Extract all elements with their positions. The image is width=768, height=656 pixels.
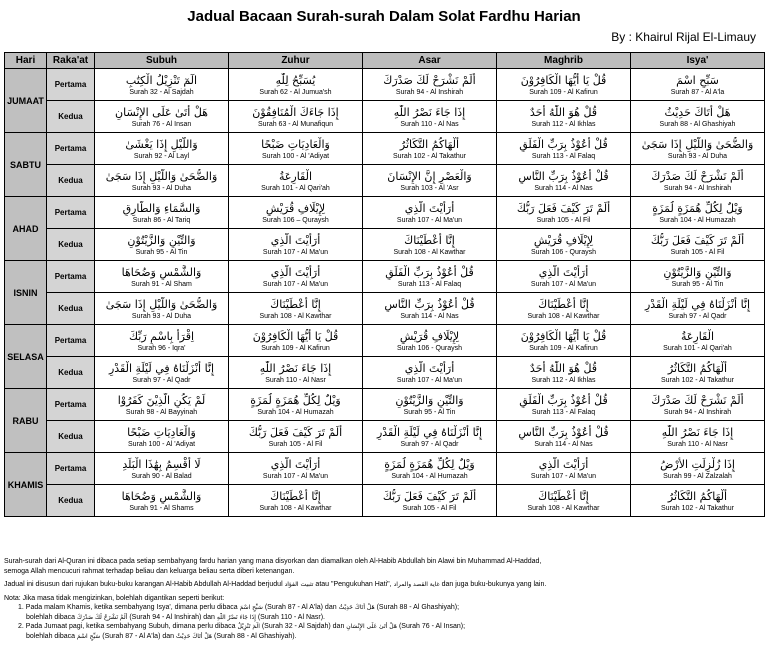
arabic-verse: سَبِّحِ اسْمَ xyxy=(77,632,101,640)
arabic-verse: إِنَّا أَعْطَيْنَاكَ xyxy=(538,297,589,311)
table-row xyxy=(5,421,765,453)
surah-cell-asar xyxy=(363,389,497,421)
rakaat-cell: Kedua xyxy=(47,101,95,133)
rakaat-cell: Kedua xyxy=(47,485,95,517)
note-line xyxy=(4,603,764,613)
surah-cell-zuhur xyxy=(229,165,363,197)
arabic-verse: يُسَبِّحُ لِلّٰهِ xyxy=(275,73,316,87)
surah-cell-zuhur xyxy=(229,325,363,357)
surah-name: Surah 100 - Al 'Adiyat xyxy=(261,152,330,160)
surah-name: Surah 107 - Al Ma'un xyxy=(396,376,463,384)
arabic-verse: وَيْلٌ لِكُلِّ هُمَزَةٍ لُمَزَةٍ xyxy=(384,457,475,471)
header-isya: Isya' xyxy=(631,53,765,69)
author-byline: By : Khairul Rijal El-Limauy xyxy=(611,30,756,44)
surah-cell-subuh xyxy=(95,293,229,325)
arabic-title: تثبيت الفؤاد xyxy=(284,581,314,588)
surah-cell-isya xyxy=(631,357,765,389)
surah-cell-asar xyxy=(363,261,497,293)
surah-cell-asar xyxy=(363,229,497,261)
arabic-verse: قُلْ يَا أَيُّهَا الْكَافِرُوْنَ xyxy=(252,329,339,343)
surah-cell-zuhur xyxy=(229,101,363,133)
surah-name: Surah 102 - Al Takathur xyxy=(660,376,735,384)
surah-cell-maghrib xyxy=(497,101,631,133)
header-asar: Asar xyxy=(363,53,497,69)
note-text: 2. Pada Jumaat pagi, ketika sembahyang Subuh, dimana perlu dibaca xyxy=(18,623,236,630)
surah-name: Surah 107 - Al Ma'un xyxy=(262,280,329,288)
surah-name: Surah 102 - Al Takathur xyxy=(660,504,735,512)
surah-name: Surah 108 - Al Kawthar xyxy=(393,248,466,256)
surah-name: Surah 105 - Al Fil xyxy=(670,248,725,256)
surah-name: Surah 97 - Al Qadr xyxy=(132,376,191,384)
note-text: dan juga buku-bukunya yang lain. xyxy=(441,581,547,588)
arabic-verse: وَالْعَصْرِ إِنَّ الإِنْسَانَ xyxy=(387,169,472,183)
note-line xyxy=(4,632,764,642)
day-cell: RABU xyxy=(5,389,47,453)
arabic-verse: لَا أُقْسِمُ بِهَٰذَا الْبَلَدِ xyxy=(122,457,201,471)
arabic-verse: وَالتِّيْنِ وَالزَّيْتُوْنِ xyxy=(663,265,732,279)
surah-cell-asar xyxy=(363,421,497,453)
surah-cell-isya xyxy=(631,261,765,293)
arabic-verse: أَلَمْ تَرَ كَيْفَ فَعَلَ رَبُّكَ xyxy=(516,201,611,215)
surah-name: Surah 93 - Al Duha xyxy=(131,312,192,320)
surah-name: Surah 113 - Al Falaq xyxy=(397,280,462,288)
arabic-verse: الٓمٓ تَنْزِيْلُ xyxy=(237,623,260,630)
surah-name: Surah 32 - Al Sajdah xyxy=(129,88,194,96)
arabic-verse: أَرَأَيْتَ الَّذِي xyxy=(270,265,321,279)
rakaat-cell: Pertama xyxy=(47,453,95,485)
arabic-verse: وَالْعَادِيَاتِ ضَبْحًا xyxy=(127,425,196,439)
arabic-verse: قُلْ أَعُوْذُ بِرَبِّ النَّاسِ xyxy=(518,169,609,183)
surah-name: Surah 86 - Al Tariq xyxy=(132,216,191,224)
note-line xyxy=(4,580,764,590)
surah-cell-zuhur xyxy=(229,453,363,485)
arabic-verse: الْقَارِعَةُ xyxy=(680,329,715,343)
arabic-verse: أَرَأَيْتَ الَّذِي xyxy=(404,361,455,375)
surah-cell-asar xyxy=(363,325,497,357)
arabic-verse: وَيْلٌ لِكُلِّ هُمَزَةٍ لُمَزَةٍ xyxy=(250,393,341,407)
table-row xyxy=(5,101,765,133)
arabic-verse: قُلْ هُوَ اللّٰهُ أَحَدٌ xyxy=(529,361,598,375)
surah-cell-zuhur xyxy=(229,229,363,261)
arabic-verse: إِنَّا أَنْزَلْنَاهُ فِي لَيْلَةِ الْقَدْرِ xyxy=(108,361,215,375)
surah-name: Surah 113 - Al Falaq xyxy=(531,408,596,416)
surah-name: Surah 104 - Al Humazah xyxy=(659,216,736,224)
note-text: semoga Allah mencucuri rahmat terhadap beliau dan keluarga beliau serta diberi ketenangan. xyxy=(4,567,295,575)
surah-cell-isya xyxy=(631,389,765,421)
surah-name: Surah 106 – Quraysh xyxy=(262,216,329,224)
arabic-verse: إِذَا جَاءَ نَصْرُ اللّٰهِ xyxy=(259,361,332,375)
arabic-verse: وَالتِّيْنِ وَالزَّيْتُوْنِ xyxy=(127,233,196,247)
surah-name: Surah 109 - Al Kafirun xyxy=(529,88,598,96)
surah-cell-isya xyxy=(631,325,765,357)
surah-name: Surah 104 - Al Humazah xyxy=(391,472,468,480)
schedule-table xyxy=(4,52,765,517)
surah-cell-maghrib xyxy=(497,325,631,357)
arabic-verse: وَالْعَادِيَاتِ ضَبْحًا xyxy=(261,137,330,151)
surah-name: Surah 95 - Al Tin xyxy=(671,280,724,288)
note-text: (Surah 32 - Al Sajdah) dan xyxy=(261,623,345,630)
surah-cell-maghrib xyxy=(497,133,631,165)
surah-name: Surah 109 - Al Kafirun xyxy=(529,344,598,352)
note-text: (Surah 87 - Al A'la) dan xyxy=(102,632,175,640)
surah-name: Surah 94 - Al Inshirah xyxy=(663,408,732,416)
surah-cell-subuh xyxy=(95,133,229,165)
arabic-verse: وَالشَّمْسِ وَضُحَاهَا xyxy=(121,265,202,279)
table-row xyxy=(5,69,765,101)
surah-cell-zuhur xyxy=(229,421,363,453)
note-line xyxy=(4,567,764,577)
day-cell: ISNIN xyxy=(5,261,47,325)
arabic-verse: لِإِيْلَافِ قُرَيْشٍ xyxy=(265,201,326,215)
surah-cell-isya xyxy=(631,69,765,101)
day-cell: SELASA xyxy=(5,325,47,389)
surah-name: Surah 103 - Al 'Asr xyxy=(400,184,459,192)
arabic-verse: قُلْ أَعُوْذُ بِرَبِّ الْفَلَقِ xyxy=(385,265,474,279)
surah-cell-maghrib xyxy=(497,165,631,197)
rakaat-cell: Kedua xyxy=(47,421,95,453)
surah-cell-asar xyxy=(363,101,497,133)
surah-name: Surah 108 - Al Kawthar xyxy=(527,504,600,512)
arabic-verse: قُلْ هُوَ اللّٰهُ أَحَدٌ xyxy=(529,105,598,119)
arabic-verse: هَلْ أَتَاكَ حَدِيْثُ xyxy=(664,105,731,119)
surah-cell-subuh xyxy=(95,389,229,421)
note-text: bolehlah dibaca xyxy=(26,613,76,621)
arabic-verse: هَلْ أَتَاكَ حَدِيْثُ xyxy=(176,632,213,640)
surah-name: Surah 107 - Al Ma'un xyxy=(396,216,463,224)
surah-cell-asar xyxy=(363,165,497,197)
surah-name: Surah 94 - Al Inshirah xyxy=(663,184,732,192)
table-row xyxy=(5,325,765,357)
surah-cell-maghrib xyxy=(497,261,631,293)
surah-name: Surah 93 - Al Duha xyxy=(667,152,728,160)
rakaat-cell: Pertama xyxy=(47,133,95,165)
surah-name: Surah 102 - Al Takathur xyxy=(392,152,467,160)
table-row xyxy=(5,165,765,197)
surah-name: Surah 113 - Al Falaq xyxy=(531,152,596,160)
rakaat-cell: Kedua xyxy=(47,229,95,261)
surah-name: Surah 93 - Al Duha xyxy=(131,184,192,192)
surah-name: Surah 114 - Al Nas xyxy=(400,312,459,320)
surah-cell-isya xyxy=(631,421,765,453)
note-line xyxy=(4,613,764,623)
surah-cell-asar xyxy=(363,453,497,485)
surah-name: Surah 105 - Al Fil xyxy=(268,440,323,448)
surah-cell-isya xyxy=(631,133,765,165)
header-zuhur: Zuhur xyxy=(229,53,363,69)
surah-name: Surah 104 - Al Humazah xyxy=(257,408,334,416)
arabic-verse: سَبِّحِ اسْمَ xyxy=(676,73,719,87)
rakaat-cell: Pertama xyxy=(47,261,95,293)
surah-name: Surah 88 - Al Ghashiyah xyxy=(659,120,736,128)
surah-cell-subuh xyxy=(95,261,229,293)
surah-name: Surah 109 - Al Kafirun xyxy=(261,344,330,352)
surah-cell-subuh xyxy=(95,421,229,453)
arabic-verse: إِنَّا أَعْطَيْنَاكَ xyxy=(404,233,455,247)
arabic-verse: قُلْ أَعُوْذُ بِرَبِّ النَّاسِ xyxy=(518,425,609,439)
arabic-verse: قُلْ أَعُوْذُ بِرَبِّ الْفَلَقِ xyxy=(519,137,608,151)
arabic-verse: إِنَّا أَنْزَلْنَاهُ فِي لَيْلَةِ الْقَدْرِ xyxy=(376,425,483,439)
header-subuh: Subuh xyxy=(95,53,229,69)
note-line xyxy=(4,594,764,604)
arabic-verse: أَلَمْ نَشْرَحْ لَكَ صَدْرَكَ xyxy=(77,613,128,621)
table-row xyxy=(5,197,765,229)
page-title: Jadual Bacaan Surah-surah Dalam Solat Fardhu Harian xyxy=(187,8,581,25)
arabic-verse: اِقْرَأْ بِاسْمِ رَبِّكَ xyxy=(128,329,195,343)
note-text: (Surah 94 - Al Inshirah) dan xyxy=(129,613,215,621)
arabic-title: غاية القصد والمراد xyxy=(393,581,440,588)
arabic-verse: إِذَا جَاءَكَ الْمُنَافِقُوْنَ xyxy=(252,105,339,119)
surah-name: Surah 114 - Al Nas xyxy=(534,184,593,192)
arabic-verse: إِنَّا أَعْطَيْنَاكَ xyxy=(538,489,589,503)
header-rakaat: Raka'at xyxy=(47,53,95,69)
arabic-verse: لِإِيْلَافِ قُرَيْشٍ xyxy=(533,233,594,247)
surah-cell-zuhur xyxy=(229,69,363,101)
note-text: bolehlah dibaca xyxy=(26,632,76,640)
arabic-verse: وَالسَّمَاءِ وَالطَّارِقِ xyxy=(122,201,201,215)
surah-name: Surah 92 - Al Layl xyxy=(133,152,190,160)
header-maghrib: Maghrib xyxy=(497,53,631,69)
header-hari: Hari xyxy=(5,53,47,69)
arabic-verse: الْقَارِعَةُ xyxy=(278,169,313,183)
surah-cell-zuhur xyxy=(229,293,363,325)
arabic-verse: أَرَأَيْتَ الَّذِي xyxy=(538,265,589,279)
arabic-verse: أَلْهَاكُمُ التَّكَاثُرُ xyxy=(667,361,728,375)
surah-name: Surah 110 - Al Nasr xyxy=(667,440,728,448)
arabic-verse: إِنَّا أَعْطَيْنَاكَ xyxy=(270,489,321,503)
surah-name: Surah 95 - Al Tin xyxy=(135,248,188,256)
surah-name: Surah 97 - Al Qadr xyxy=(400,440,459,448)
arabic-verse: هَلْ أَتَىٰ عَلَى الإِنْسَانِ xyxy=(346,623,397,630)
table-row xyxy=(5,133,765,165)
note-text: (Surah 88 - Al Ghashiyah); xyxy=(376,604,460,611)
notes-section xyxy=(4,557,764,641)
surah-cell-isya xyxy=(631,485,765,517)
arabic-verse: أَرَأَيْتَ الَّذِي xyxy=(538,457,589,471)
surah-name: Surah 107 - Al Ma'un xyxy=(262,248,329,256)
table-row xyxy=(5,357,765,389)
table-row xyxy=(5,261,765,293)
rakaat-cell: Pertama xyxy=(47,389,95,421)
surah-cell-asar xyxy=(363,133,497,165)
note-line xyxy=(4,557,764,567)
surah-cell-asar xyxy=(363,293,497,325)
arabic-verse: قُلْ أَعُوْذُ بِرَبِّ النَّاسِ xyxy=(384,297,475,311)
surah-name: Surah 91 - Al Sham xyxy=(131,280,192,288)
rakaat-cell: Pertama xyxy=(47,197,95,229)
table-row xyxy=(5,389,765,421)
arabic-verse: وَالضُّحَىٰ وَاللَّيْلِ إِذَا سَجَىٰ xyxy=(105,297,218,311)
arabic-verse: قُلْ أَعُوْذُ بِرَبِّ الْفَلَقِ xyxy=(519,393,608,407)
surah-name: Surah 100 - Al 'Adiyat xyxy=(127,440,196,448)
arabic-verse: هَلْ أَتَىٰ عَلَى الإِنْسَانِ xyxy=(115,105,208,119)
surah-name: Surah 110 - Al Nas xyxy=(400,120,459,128)
arabic-verse: الٓمٓ تَنْزِيْلُ الْكِتَٰبِ xyxy=(125,73,198,87)
surah-name: Surah 114 - Al Nas xyxy=(534,440,593,448)
surah-cell-subuh xyxy=(95,229,229,261)
surah-name: Surah 87 - Al A'la xyxy=(670,88,725,96)
surah-cell-maghrib xyxy=(497,421,631,453)
surah-cell-subuh xyxy=(95,101,229,133)
note-text: Jadual ini disusun dari rujukan buku-buku karangan Al-Habib Abdullah Al-Haddad berjudul xyxy=(4,581,283,588)
surah-name: Surah 112 - Al Ikhlas xyxy=(531,120,596,128)
arabic-verse: أَلَمْ نَشْرَحْ لَكَ صَدْرَكَ xyxy=(651,393,744,407)
schedule-body xyxy=(5,69,765,517)
surah-cell-maghrib xyxy=(497,293,631,325)
surah-name: Surah 108 - Al Kawthar xyxy=(259,504,332,512)
surah-cell-subuh xyxy=(95,357,229,389)
arabic-verse: أَلَمْ نَشْرَحْ لَكَ صَدْرَكَ xyxy=(651,169,744,183)
note-text: atau "Pengukuhan Hati", xyxy=(315,581,392,588)
arabic-verse: إِنَّا أَعْطَيْنَاكَ xyxy=(270,297,321,311)
note-text: Surah-surah dari Al-Quran ini dibaca pada setiap sembahyang fardu harian yang mana disyorkan dan diamalkan oleh Al-Habib Abdullah bin Alawi bin Muhammad Al-Haddad, xyxy=(4,558,542,565)
surah-cell-zuhur xyxy=(229,357,363,389)
surah-name: Surah 63 - Al Munafiqun xyxy=(257,120,334,128)
surah-name: Surah 94 - Al Inshirah xyxy=(395,88,464,96)
surah-cell-zuhur xyxy=(229,197,363,229)
note-text: (Surah 87 - Al A'la) dan xyxy=(264,604,337,611)
surah-name: Surah 97 - Al Qadr xyxy=(668,312,727,320)
surah-cell-maghrib xyxy=(497,197,631,229)
arabic-verse: قُلْ يَا أَيُّهَا الْكَافِرُوْنَ xyxy=(520,73,607,87)
arabic-verse: وَالتِّيْنِ وَالزَّيْتُوْنِ xyxy=(395,393,464,407)
note-text: (Surah 76 - Al Insan); xyxy=(398,623,466,630)
table-row xyxy=(5,293,765,325)
note-line xyxy=(4,622,764,632)
surah-name: Surah 96 - Iqra' xyxy=(137,344,186,352)
note-text: 1. Pada malam Khamis, ketika sembahyang Isya', dimana perlu dibaca xyxy=(18,604,238,611)
surah-name: Surah 107 - Al Ma'un xyxy=(262,472,329,480)
arabic-verse: قُلْ يَا أَيُّهَا الْكَافِرُوْنَ xyxy=(520,329,607,343)
surah-cell-maghrib xyxy=(497,69,631,101)
surah-name: Surah 105 - Al Fil xyxy=(536,216,591,224)
arabic-verse: أَرَأَيْتَ الَّذِي xyxy=(404,201,455,215)
arabic-verse: هَلْ أَتَاكَ حَدِيْثُ xyxy=(338,604,375,611)
arabic-verse: أَلَمْ تَرَ كَيْفَ فَعَلَ رَبُّكَ xyxy=(650,233,745,247)
surah-cell-isya xyxy=(631,101,765,133)
rakaat-cell: Kedua xyxy=(47,293,95,325)
surah-cell-maghrib xyxy=(497,485,631,517)
surah-cell-subuh xyxy=(95,485,229,517)
surah-name: Surah 112 - Al Ikhlas xyxy=(531,376,596,384)
surah-cell-subuh xyxy=(95,325,229,357)
surah-cell-isya xyxy=(631,165,765,197)
day-cell: KHAMIS xyxy=(5,453,47,517)
arabic-verse: أَرَأَيْتَ الَّذِي xyxy=(270,457,321,471)
surah-name: Surah 107 - Al Ma'un xyxy=(530,280,597,288)
surah-cell-isya xyxy=(631,229,765,261)
surah-name: Surah 101 - Al Qari'ah xyxy=(261,184,330,192)
surah-cell-zuhur xyxy=(229,133,363,165)
surah-cell-asar xyxy=(363,357,497,389)
surah-name: Surah 106 - Quraysh xyxy=(531,248,596,256)
surah-cell-maghrib xyxy=(497,389,631,421)
surah-cell-isya xyxy=(631,197,765,229)
arabic-verse: إِنَّا أَنْزَلْنَاهُ فِي لَيْلَةِ الْقَدْرِ xyxy=(644,297,751,311)
surah-name: Surah 99 - Al Zalzalah xyxy=(663,472,732,480)
arabic-verse: أَرَأَيْتَ الَّذِي xyxy=(270,233,321,247)
surah-cell-zuhur xyxy=(229,389,363,421)
surah-name: Surah 110 - Al Nasr xyxy=(265,376,326,384)
arabic-verse: إِذَا جَاءَ نَصْرُ اللّٰهِ xyxy=(216,613,256,621)
arabic-verse: وَالشَّمْسِ وَضُحَاهَا xyxy=(121,489,202,503)
arabic-verse: إِذَا زُلْزِلَتِ الأَرْضُ xyxy=(660,457,735,471)
rakaat-cell: Pertama xyxy=(47,69,95,101)
surah-name: Surah 108 - Al Kawthar xyxy=(259,312,332,320)
arabic-verse: وَالضُّحَىٰ وَاللَّيْلِ إِذَا سَجَىٰ xyxy=(105,169,218,183)
surah-cell-maghrib xyxy=(497,229,631,261)
arabic-verse: سَبِّحِ اسْمَ xyxy=(239,604,263,611)
table-row xyxy=(5,229,765,261)
nota-heading: Nota: Jika masa tidak mengizinkan, bolehlah digantikan seperti berikut: xyxy=(4,594,225,602)
surah-cell-maghrib xyxy=(497,357,631,389)
arabic-verse: لِإِيْلَافِ قُرَيْشٍ xyxy=(399,329,460,343)
arabic-verse: وَالضُّحَىٰ وَاللَّيْلِ إِذَا سَجَىٰ xyxy=(641,137,754,151)
surah-cell-subuh xyxy=(95,69,229,101)
rakaat-cell: Pertama xyxy=(47,325,95,357)
surah-name: Surah 105 - Al Fil xyxy=(402,504,457,512)
table-row xyxy=(5,485,765,517)
surah-cell-isya xyxy=(631,293,765,325)
surah-name: Surah 90 - Al Balad xyxy=(131,472,192,480)
arabic-verse: أَلَمْ نَشْرَحْ لَكَ صَدْرَكَ xyxy=(383,73,476,87)
surah-cell-zuhur xyxy=(229,261,363,293)
surah-name: Surah 95 - Al Tin xyxy=(403,408,456,416)
day-cell: SABTU xyxy=(5,133,47,197)
surah-cell-asar xyxy=(363,69,497,101)
table-row xyxy=(5,453,765,485)
surah-cell-zuhur xyxy=(229,485,363,517)
surah-name: Surah 91 - Al Shams xyxy=(129,504,194,512)
arabic-verse: إِذَا جَاءَ نَصْرُ اللّٰهِ xyxy=(661,425,734,439)
surah-cell-subuh xyxy=(95,165,229,197)
note-text: (Surah 88 - Al Ghashiyah). xyxy=(214,632,297,640)
rakaat-cell: Kedua xyxy=(47,165,95,197)
day-cell: JUMAAT xyxy=(5,69,47,133)
surah-name: Surah 108 - Al Kawthar xyxy=(527,312,600,320)
header-row xyxy=(5,53,765,69)
arabic-verse: إِذَا جَاءَ نَصْرُ اللّٰهِ xyxy=(393,105,466,119)
surah-name: Surah 76 - Al Insan xyxy=(131,120,192,128)
surah-cell-maghrib xyxy=(497,453,631,485)
surah-name: Surah 101 - Al Qari'ah xyxy=(663,344,732,352)
surah-name: Surah 98 - Al Bayyinah xyxy=(125,408,198,416)
arabic-verse: وَاللَّيْلِ إِذَا يَغْشَىٰ xyxy=(125,137,198,151)
rakaat-cell: Kedua xyxy=(47,357,95,389)
surah-cell-isya xyxy=(631,453,765,485)
surah-name: Surah 106 - Quraysh xyxy=(397,344,462,352)
note-text: (Surah 110 - Al Nasr). xyxy=(257,613,326,621)
day-cell: AHAD xyxy=(5,197,47,261)
surah-cell-subuh xyxy=(95,197,229,229)
surah-cell-subuh xyxy=(95,453,229,485)
arabic-verse: أَلَمْ تَرَ كَيْفَ فَعَلَ رَبُّكَ xyxy=(248,425,343,439)
surah-cell-asar xyxy=(363,197,497,229)
surah-cell-asar xyxy=(363,485,497,517)
surah-name: Surah 62 - Al Jumua'sh xyxy=(259,88,332,96)
surah-name: Surah 107 - Al Ma'un xyxy=(530,472,597,480)
arabic-verse: لَمْ يَكُنِ الَّذِيْنَ كَفَرُوْا xyxy=(117,393,206,407)
arabic-verse: أَلَمْ تَرَ كَيْفَ فَعَلَ رَبُّكَ xyxy=(382,489,477,503)
arabic-verse: أَلْهَاكُمُ التَّكَاثُرُ xyxy=(667,489,728,503)
arabic-verse: أَلْهَاكُمُ التَّكَاثُرُ xyxy=(399,137,460,151)
arabic-verse: وَيْلٌ لِكُلِّ هُمَزَةٍ لُمَزَةٍ xyxy=(652,201,743,215)
